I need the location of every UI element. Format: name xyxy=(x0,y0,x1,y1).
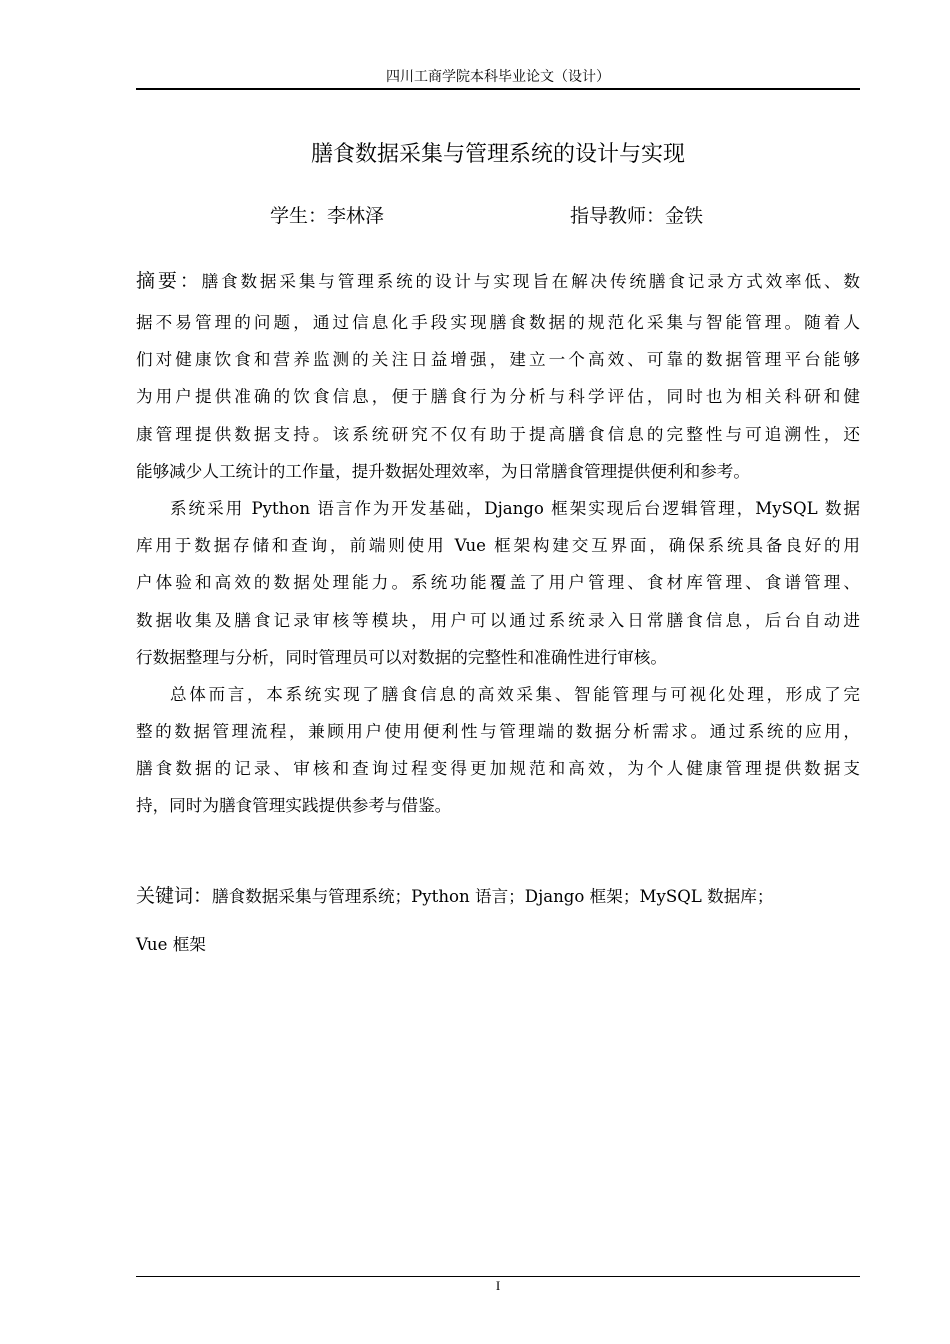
abstract-first-line xyxy=(136,266,860,297)
abstract-line: 持，同时为膳食管理实践提供参考与借鉴。 xyxy=(136,796,452,816)
paper-title: 膳食数据采集与管理系统的设计与实现 xyxy=(310,142,685,167)
abstract-line: 整的数据管理流程，兼顾用户使用便利性与管理端的数据分析需求。通过系统的应用， xyxy=(136,722,860,742)
abstract-line: 行数据整理与分析，同时管理员可以对数据的完整性和准确性进行审核。 xyxy=(136,647,667,667)
keywords-list: 膳食数据采集与管理系统；Python 语言；Django 框架；MySQL 数据库； xyxy=(212,887,774,906)
footer-rule xyxy=(136,1276,860,1277)
abstract-line: 户体验和高效的数据处理能力。系统功能覆盖了用户管理、食材库管理、食谱管理、 xyxy=(136,573,860,593)
header-rule xyxy=(136,88,860,90)
running-header: 四川工商学院本科毕业论文（设计） xyxy=(386,69,610,85)
abstract-line: 数据收集及膳食记录审核等模块，用户可以通过系统录入日常膳食信息，后台自动进 xyxy=(136,610,860,630)
keywords-heading: 关键词： xyxy=(136,885,213,907)
keywords-section xyxy=(136,880,860,961)
abstract-section xyxy=(136,266,860,825)
abstract-line: 为用户提供准确的饮食信息，便于膳食行为分析与科学评估，同时也为相关科研和健 xyxy=(136,387,860,407)
student-name: 学生：李林泽 xyxy=(270,205,385,227)
abstract-line: 们对健康饮食和营养监测的关注日益增强，建立一个高效、可靠的数据管理平台能够 xyxy=(136,350,860,370)
abstract-line: 膳食数据采集与管理系统的设计与实现旨在解决传统膳食记录方式效率低、数 xyxy=(201,272,860,291)
abstract-line: 能够减少人工统计的工作量，提升数据处理效率，为日常膳食管理提供便利和参考。 xyxy=(136,461,750,481)
abstract-body xyxy=(136,304,860,825)
page-number: I xyxy=(495,1278,501,1293)
abstract-line: 据不易管理的问题，通过信息化手段实现膳食数据的规范化采集与智能管理。随着人 xyxy=(136,313,860,332)
abstract-line: 总体而言，本系统实现了膳食信息的高效采集、智能管理与可视化处理，形成了完 xyxy=(170,684,860,704)
abstract-line: 膳食数据的记录、审核和查询过程变得更加规范和高效，为个人健康管理提供数据支 xyxy=(136,759,860,779)
advisor-name: 指导教师：金铁 xyxy=(570,205,704,227)
abstract-line: 库用于数据存储和查询，前端则使用 Vue 框架构建交互界面，确保系统具备良好的用 xyxy=(136,536,860,556)
abstract-heading: 摘要： xyxy=(136,270,202,292)
keywords-continuation: Vue 框架 xyxy=(136,935,206,954)
abstract-line: 康管理提供数据支持。该系统研究不仅有助于提高膳食信息的完整性与可追溯性，还 xyxy=(136,424,860,444)
abstract-line: 系统采用 Python 语言作为开发基础，Django 框架实现后台逻辑管理，MySQL 数据 xyxy=(170,498,860,518)
keywords-first-line xyxy=(136,880,860,913)
